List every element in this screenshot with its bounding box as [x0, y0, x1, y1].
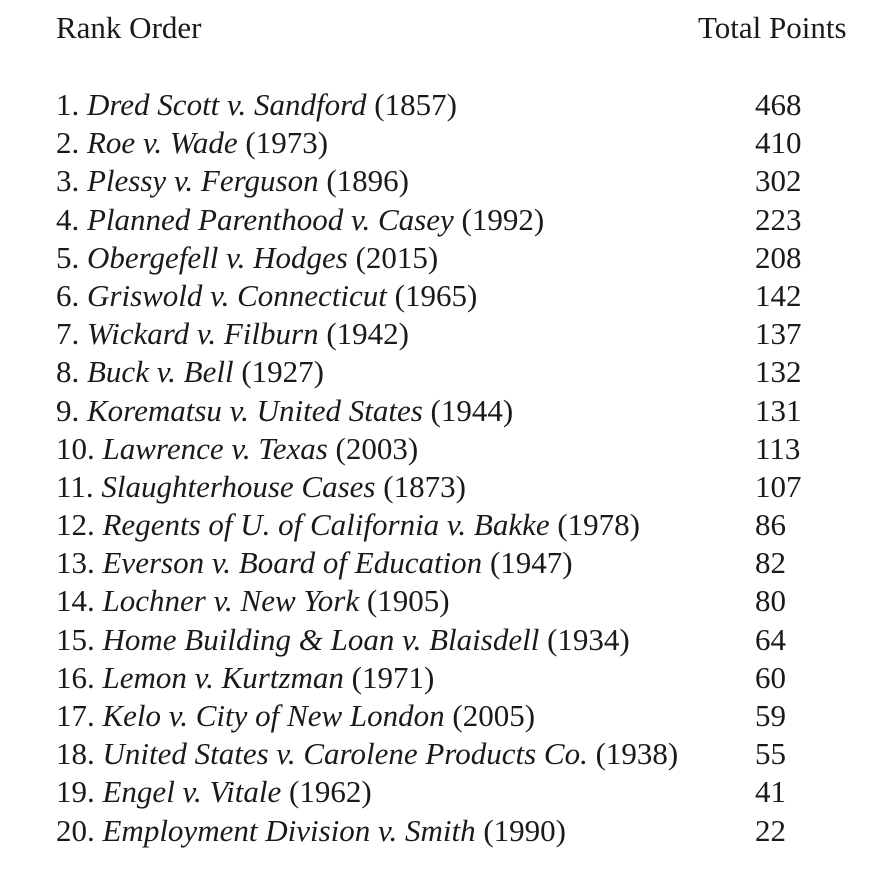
total-points-value: 55	[755, 736, 786, 772]
rank-number: 14.	[56, 583, 95, 619]
case-row	[56, 277, 856, 315]
total-points-value: 131	[755, 392, 802, 428]
case-name: Griswold v. Connecticut	[87, 277, 387, 313]
rank-number: 1.	[56, 87, 80, 122]
case-row	[56, 124, 856, 162]
case-entry	[56, 468, 466, 506]
case-year: (1942)	[326, 316, 409, 352]
case-year: (1896)	[326, 163, 409, 199]
case-row	[56, 86, 856, 124]
rank-number: 18.	[56, 736, 95, 772]
total-points-value: 41	[755, 774, 786, 810]
rank-number: 10.	[56, 430, 95, 466]
rank-number: 20.	[56, 812, 95, 848]
case-entry	[56, 621, 630, 659]
total-points-value: 60	[755, 659, 786, 695]
case-year: (1990)	[483, 812, 566, 848]
case-year: (1978)	[557, 507, 641, 543]
total-points-value: 132	[755, 354, 802, 390]
case-name: Obergefell v. Hodges	[87, 239, 348, 275]
case-name: Home Building & Loan v. Blaisdell	[102, 621, 540, 657]
total-points-value: 137	[755, 316, 802, 352]
case-entry	[56, 735, 678, 773]
case-name: Everson v. Board of Education	[102, 545, 483, 581]
case-ranking-list	[56, 86, 856, 850]
case-entry	[56, 544, 573, 582]
rank-number: 13.	[56, 545, 95, 581]
case-row	[56, 392, 856, 430]
case-entry	[56, 239, 438, 277]
case-year: (1927)	[241, 354, 324, 390]
case-year: (1962)	[289, 774, 372, 810]
total-points-value: 82	[755, 545, 786, 581]
case-name: Employment Division v. Smith	[102, 812, 476, 848]
total-points-value: 302	[755, 163, 802, 199]
case-year: (2003)	[335, 430, 419, 466]
case-name: Lochner v. New York	[102, 583, 360, 619]
case-year: (1992)	[461, 201, 545, 237]
total-points-value: 410	[755, 125, 802, 161]
case-name: Dred Scott v. Sandford	[87, 87, 367, 122]
total-points-value: 468	[755, 87, 802, 122]
total-points-value: 223	[755, 201, 802, 237]
total-points-value: 59	[755, 698, 786, 733]
case-row	[56, 582, 856, 620]
case-row	[56, 239, 856, 277]
case-year: (1905)	[366, 583, 450, 619]
rank-number: 16.	[56, 659, 95, 695]
case-row	[56, 735, 856, 773]
rank-number: 15.	[56, 621, 95, 657]
case-row	[56, 430, 856, 468]
rank-number: 11.	[56, 468, 94, 504]
case-entry	[56, 582, 450, 620]
total-points-value: 107	[755, 468, 802, 504]
case-name: Planned Parenthood v. Casey	[87, 201, 454, 237]
case-name: Kelo v. City of New London	[102, 698, 445, 733]
case-row	[56, 812, 856, 850]
case-name: Lawrence v. Texas	[102, 430, 328, 466]
case-year: (1971)	[351, 659, 435, 695]
total-points-value: 208	[755, 239, 802, 275]
case-year: (1934)	[547, 621, 630, 657]
total-points-heading: Total Points	[698, 10, 847, 45]
case-name: Lemon v. Kurtzman	[102, 659, 344, 695]
total-points-value: 22	[755, 812, 786, 848]
case-year: (2005)	[452, 698, 536, 733]
case-entry	[56, 812, 566, 850]
case-entry	[56, 430, 418, 468]
case-row	[56, 697, 856, 735]
case-year: (1947)	[489, 545, 573, 581]
case-year: (1965)	[394, 277, 478, 313]
rank-number: 6.	[56, 277, 80, 313]
case-entry	[56, 353, 324, 391]
rank-order-heading: Rank Order	[56, 10, 202, 45]
case-row	[56, 506, 856, 544]
case-row	[56, 468, 856, 506]
total-points-value: 80	[755, 583, 786, 619]
rank-number: 2.	[56, 125, 80, 161]
case-name: United States v. Carolene Products Co.	[102, 736, 588, 772]
case-row	[56, 773, 856, 811]
case-entry	[56, 392, 513, 430]
case-year: (1938)	[595, 736, 679, 772]
rank-number: 17.	[56, 698, 95, 733]
case-entry	[56, 86, 457, 124]
total-points-value: 64	[755, 621, 786, 657]
rank-number: 7.	[56, 316, 80, 352]
rank-number: 4.	[56, 201, 80, 237]
rank-number: 12.	[56, 507, 95, 543]
case-name: Wickard v. Filburn	[87, 316, 319, 352]
case-row	[56, 353, 856, 391]
case-row	[56, 659, 856, 697]
case-year: (1857)	[374, 87, 457, 122]
case-entry	[56, 124, 328, 162]
total-points-value: 86	[755, 507, 786, 543]
case-row	[56, 315, 856, 353]
case-year: (1873)	[383, 468, 466, 504]
case-name: Buck v. Bell	[87, 354, 234, 390]
case-name: Plessy v. Ferguson	[87, 163, 319, 199]
case-entry	[56, 506, 640, 544]
rank-number: 9.	[56, 392, 80, 428]
case-entry	[56, 659, 434, 697]
rank-number: 3.	[56, 163, 80, 199]
case-row	[56, 201, 856, 239]
case-entry	[56, 277, 477, 315]
case-year: (1973)	[245, 125, 329, 161]
rank-number: 5.	[56, 239, 80, 275]
case-name: Engel v. Vitale	[102, 774, 282, 810]
case-name: Regents of U. of California v. Bakke	[102, 507, 550, 543]
case-row	[56, 544, 856, 582]
case-entry	[56, 201, 544, 239]
case-entry	[56, 697, 535, 735]
case-entry	[56, 315, 409, 353]
case-row	[56, 162, 856, 200]
case-row	[56, 621, 856, 659]
case-entry	[56, 773, 372, 811]
case-name: Korematsu v. United States	[87, 392, 423, 428]
total-points-value: 113	[755, 430, 801, 466]
case-name: Roe v. Wade	[87, 125, 238, 161]
case-entry	[56, 162, 409, 200]
case-year: (1944)	[430, 392, 514, 428]
total-points-value: 142	[755, 277, 802, 313]
case-year: (2015)	[355, 239, 439, 275]
rank-number: 19.	[56, 774, 95, 810]
rank-number: 8.	[56, 354, 80, 390]
case-name: Slaughterhouse Cases	[101, 468, 376, 504]
